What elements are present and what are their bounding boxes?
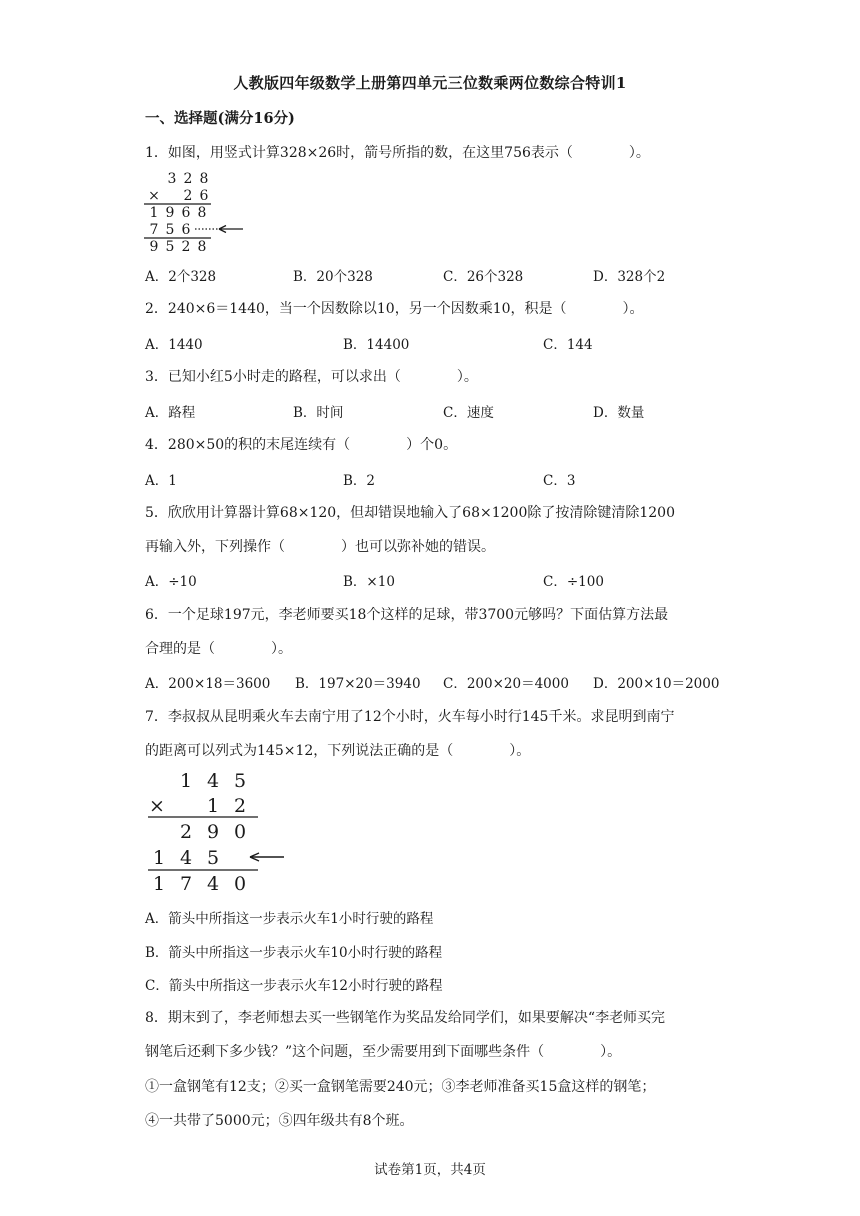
question-7-option-c[interactable]: C．箭头中所指这一步表示火车12小时行驶的路程 [145, 978, 443, 994]
question-4-text: 4．280×50的积的末尾连续有（ ）个0。 [145, 437, 458, 453]
digit: 5 [206, 847, 220, 869]
digit: 2 [233, 795, 247, 817]
option-a[interactable]: A．÷10 [145, 574, 197, 590]
question-7-text-line2: 的距离可以列式为145×12，下列说法正确的是（ ）。 [145, 743, 531, 759]
digit: 2 [183, 188, 193, 204]
option-b[interactable]: B．时间 [293, 405, 344, 421]
digit: 8 [199, 171, 209, 187]
question-6-text-line1: 6．一个足球197元，李老师要买18个这样的足球，带3700元够吗？下面估算方法最 [145, 607, 669, 623]
digit: 1 [152, 847, 166, 869]
question-8-conditions-line2: ④一共带了5000元；⑤四年级共有8个班。 [145, 1113, 414, 1129]
digit: 3 [167, 171, 177, 187]
option-c[interactable]: C．200×20＝4000 [443, 676, 569, 692]
option-a[interactable]: A．1440 [145, 337, 203, 353]
digit: 4 [206, 873, 220, 895]
option-c[interactable]: C．3 [543, 473, 576, 489]
option-d[interactable]: D．200×10＝2000 [593, 676, 720, 692]
digit: 9 [149, 239, 159, 254]
digit: 2 [181, 239, 191, 254]
question-5-text-line1: 5．欣欣用计算器计算68×120，但却错误地输入了68×1200除了按清除键清除1200 [145, 505, 675, 521]
digit: 8 [197, 205, 207, 221]
digit: 4 [206, 770, 220, 792]
digit: 6 [181, 222, 191, 238]
option-b[interactable]: B．2 [343, 473, 376, 489]
option-b[interactable]: B．197×20＝3940 [295, 676, 421, 692]
digit: 1 [152, 873, 166, 895]
digit: 8 [197, 239, 207, 254]
question-5-text-line2: 再输入外，下列操作（ ）也可以弥补她的错误。 [145, 539, 495, 555]
question-3-text: 3．已知小红5小时走的路程，可以求出（ ）。 [145, 369, 478, 385]
option-a[interactable]: A．200×18＝3600 [145, 676, 271, 692]
digit: 1 [206, 795, 220, 817]
digit: 6 [199, 188, 209, 204]
question-8-text-line1: 8．期末到了，李老师想去买一些钢笔作为奖品发给同学们，如果要解决“李老师买完 [145, 1010, 666, 1026]
option-c[interactable]: C．速度 [443, 405, 494, 421]
digit: 6 [181, 205, 191, 221]
digit: 5 [233, 770, 247, 792]
question-7-option-a[interactable]: A．箭头中所指这一步表示火车1小时行驶的路程 [145, 911, 434, 927]
question-7-text-line1: 7．李叔叔从昆明乘火车去南宁用了12个小时，火车每小时行145千米。求昆明到南宁 [145, 709, 675, 725]
digit: 7 [149, 222, 159, 238]
multiply-sign: × [148, 188, 160, 204]
multiply-sign: × [149, 795, 165, 817]
question-7-option-b[interactable]: B．箭头中所指这一步表示火车10小时行驶的路程 [145, 945, 443, 961]
digit: 2 [179, 821, 193, 843]
digit: 7 [179, 873, 193, 895]
option-d[interactable]: D．328个2 [593, 269, 666, 285]
digit: 2 [183, 171, 193, 187]
digit: 0 [233, 873, 247, 895]
question-7-figure [140, 764, 300, 898]
digit: 9 [206, 821, 220, 843]
option-c[interactable]: C．26个328 [443, 269, 524, 285]
page-footer: 试卷第1页，共4页 [374, 1162, 486, 1178]
option-c[interactable]: C．144 [543, 337, 593, 353]
question-8-conditions-line1: ①一盒钢笔有12支；②买一盒钢笔需要240元；③李老师准备买15盒这样的钢笔； [145, 1079, 656, 1095]
digit: 1 [149, 205, 159, 221]
digit: 0 [233, 821, 247, 843]
option-c[interactable]: C．÷100 [543, 574, 604, 590]
digit: 1 [179, 770, 193, 792]
option-d[interactable]: D．数量 [593, 405, 645, 421]
option-a[interactable]: A．1 [145, 473, 177, 489]
question-6-text-line2: 合理的是（ ）。 [145, 641, 292, 657]
page-title: 人教版四年级数学上册第四单元三位数乘两位数综合特训1 [233, 74, 627, 92]
section-heading: 一、选择题(满分16分) [145, 110, 295, 127]
option-a[interactable]: A．2个328 [145, 269, 217, 285]
option-b[interactable]: B．14400 [343, 337, 410, 353]
question-8-text-line2: 钢笔后还剩下多少钱？”这个问题，至少需要用到下面哪些条件（ ）。 [145, 1044, 622, 1060]
option-b[interactable]: B．20个328 [293, 269, 373, 285]
digit: 9 [165, 205, 175, 221]
question-1-figure [143, 168, 253, 254]
question-1-text: 1．如图，用竖式计算328×26时，箭号所指的数，在这里756表示（ ）。 [145, 145, 650, 161]
digit: 5 [165, 239, 175, 254]
option-b[interactable]: B．×10 [343, 574, 395, 590]
question-2-text: 2．240×6＝1440，当一个因数除以10，另一个因数乘10，积是（ ）。 [145, 301, 644, 317]
digit: 4 [179, 847, 193, 869]
digit: 5 [165, 222, 175, 238]
option-a[interactable]: A．路程 [145, 405, 196, 421]
